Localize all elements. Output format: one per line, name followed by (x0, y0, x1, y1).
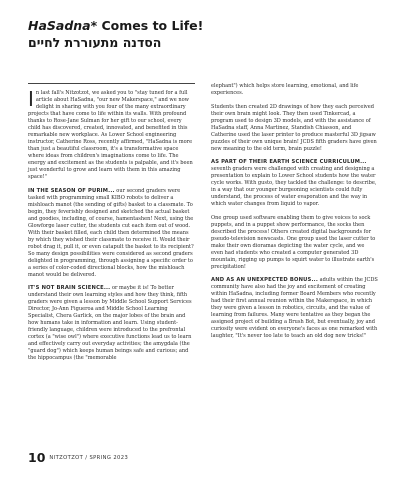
page-number: 10 (28, 450, 46, 465)
purim-text: our second graders were tasked with programming small KIBO robots to deliver a mishloach manot (the sending of gifts) basket to a classmate. To begin, they feverishly designed and sketched the actual basket and goodies, including, of course, hamentashen! Next, using the Glowforge laser cutter, the students cut each item out of wood. With their basket filled, each child then determined the means by which they wished their classmate to receive it. Would their robot drag it, pull it, or even catapult the basket to its recipient? So many design possibilities were considered as second graders delighted in programming, through assigning a specific order to a series of color-coded directional blocks, how the mishloach manot would be delivered. (28, 187, 194, 278)
earth-science-section (211, 159, 378, 208)
page-title (28, 18, 378, 33)
earth-science-text: seventh graders were challenged with creating and designing a presentation to explain to Lower School students how the water cycle works. With gusto, they tackled the challenge: to describe, in a way that our younger burgeoning scientists could fully understand, the process of water evaporation and the way in which water changes from liquid to vapor. (211, 166, 377, 207)
purim-section (28, 188, 195, 279)
intro-text: n last fall's Nitzotzot, we asked you to "stay tuned for a full article about HaSadna, "our new Makerspace," and we now delight in sharing with you four of the many extraordinary projects that have come to life within its walls. With profound thanks to Rose-Jane Sulman for her gift to our school, every child has discovered, created, innovated, and benefited in this remarkable new workplace. As Lower School engineering instructor, Catherine Ross, recently affirmed, "HaSadna is more than just a beautiful classroom, it's a transformative space where ideas from children's imaginations come to life. The energy and excitement as the students is palpable, and it's been just wonderful to grow and learn with them in this amazing space!" (28, 90, 193, 180)
title-brand: HaSadna* (28, 18, 98, 33)
brain-section (28, 285, 195, 362)
bonus-section (211, 277, 378, 340)
publication-name: NITZOTZOT / SPRING 2023 (49, 454, 129, 461)
purim-heading: IN THE SEASON OF PURIM... (28, 187, 115, 194)
bonus-heading: AND AS AN UNEXPECTED BONUS... (211, 277, 318, 283)
column-rule (28, 83, 195, 84)
article-columns (28, 83, 378, 369)
hebrew-title: הסדנה מתעוררת לחיים (28, 35, 162, 50)
puppets-paragraph: One group used software enabling them to give voices to sock puppets, and in a puppet show performance, the socks then described the process! Others created digital backgrounds for pseudo-television newscasts. One group used the laser cutter to make their own dioramas depicting the water cycle, and we even had students who created a computer generated 3D mountain, rigging up pumps to squirt water to illustrate earth's precipitation! (211, 214, 376, 270)
title-rest: Comes to Life! (97, 18, 204, 33)
left-column (28, 83, 195, 369)
brain-continued: elephant") which helps store learning, emotional, and life experiences. (211, 83, 359, 96)
intro-paragraph (28, 87, 195, 181)
page-footer (28, 447, 378, 466)
brain-text: or maybe it is! To better understand their own learning styles and how they think, fifth graders were given a lesson by Middle School Support Services Director, Jo-Ann Figueroa and Middle School Learning Specialist, Chera Garlick, on the major lobes of the brain and how humans take in information and learn. Using student-friendly language, children were introduced to the prefrontal cortex (a "wise owl") where executive functions lead us to learn and effectively carry out everyday activities; the amygdala (the "guard dog") which keeps human beings safe and curious; and the hippocampus (the "memorable (28, 285, 192, 361)
drop-cap: I (28, 87, 34, 111)
brain-heading: IT'S NOT BRAIN SCIENCE... (28, 285, 111, 291)
bonus-text: adults within the JCDS community have also had the joy and excitement of creating within HaSadna, including former Board Members who recently had their first annual reunion within the Makerspace, in which they were given a lesson in robotics, circuits, and the value of learning from failures. Many were tentative as they began the assigned project of building a Brush Bot, but eventually, joy and curiosity were evident on everyone's faces as one remarked with laughter, "It's never too late to teach an old dog new tricks!" (211, 277, 378, 339)
right-column (211, 83, 378, 369)
tinkercad-paragraph: Students then created 2D drawings of how they each perceived their own brain might look. They then used Tinkercad, a program used to design 3D models, and with the assistance of HaSadna staff, Anna Martinez, Standish Chiasson, and Catherine used the laser printer to produce masterful 3D jigsaw puzzles of their own unique brain! JCDS fifth graders have given new meaning to the old term, brain puzzle! (211, 103, 377, 152)
earth-science-heading: AS PART OF THEIR EARTH SCIENCE CURRICULUM... (211, 159, 367, 165)
